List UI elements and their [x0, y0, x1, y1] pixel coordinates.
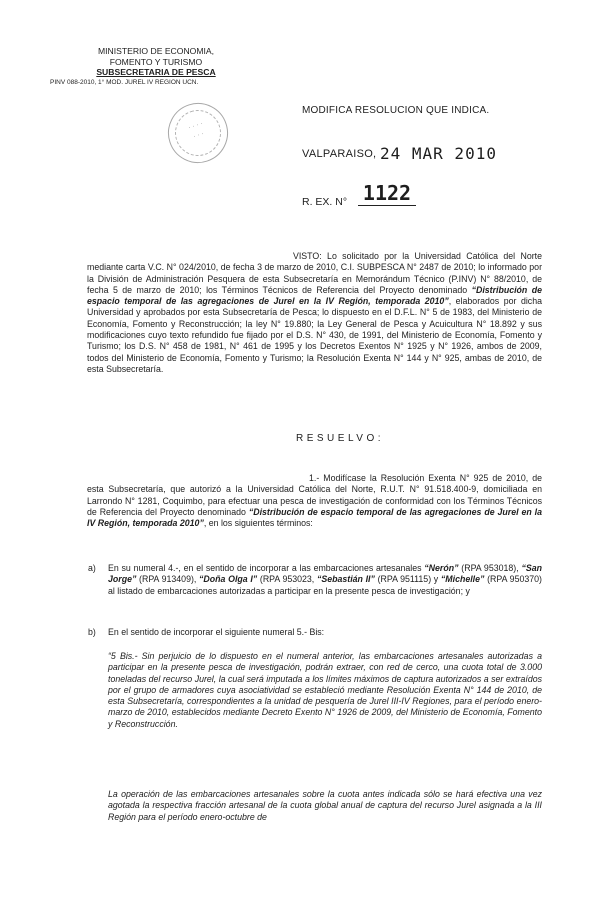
item-a-text-2: (RPA 953018), — [461, 563, 519, 573]
vessel-sebastian: “Sebastián II” — [316, 574, 375, 585]
item-a-paragraph — [88, 563, 542, 597]
vessel-neron: “Nerón” — [424, 563, 459, 573]
visto-project-title: “Distribución de espacio temporal de las agregaciones de Jurel en la IV Región, temporada 2010” — [87, 284, 542, 307]
resolution-number: 1122 — [358, 181, 416, 206]
item-b-label: b) — [88, 627, 96, 637]
visto-text: Lo solicitado por la Universidad Católica del Norte mediante carta V.C. N° 024/2010, de fecha 3 de marzo de 2010, C.I. SUBPESCA N° 2487 de 2010; lo informado por la División de Administración Pesquera de esta Subsecretaría en Memorándum Técnico (P.INV) N° 88/2010, de fecha 5 de marzo de 2010; los Términos Técnicos de Referencia del Proyecto denominado — [87, 251, 542, 295]
vessel-michelle: “Michelle” — [440, 574, 485, 585]
vessel-san-jorge: “San Jorge” — [108, 563, 542, 585]
item-b-paragraph — [88, 627, 542, 638]
point-1-lead: 1.- Modifícase la Resolución Exenta N° 925 de 2010, de esta Subsecretaría, que autorizó a la Universidad Católica del Norte, R.U.T. N° 91.518.400-9, domiciliada en Larrondo N° 1281, Coquimbo, para efectuar una pesca de investigación de conformidad con los Términos Técnicos de Referencia del Proyecto denominado — [87, 473, 542, 517]
ministry-name-2: FOMENTO Y TURISMO — [109, 56, 203, 67]
item-a-text-6: (RPA 950370) al listado de embarcaciones autorizadas a participar en la presente pesca de investigación; y — [108, 574, 542, 596]
item-b-text: En el sentido de incorporar el siguiente numeral 5.- Bis: — [108, 627, 325, 637]
visto-paragraph — [87, 251, 542, 375]
document-date-stamp: 24 MAR 2010 — [380, 144, 497, 163]
item-a-text-1: En su numeral 4.-, en el sentido de incorporar a las embarcaciones artesanales — [108, 563, 422, 573]
visto-lead: VISTO: — [293, 251, 322, 261]
point-1-project-title: “Distribución de espacio temporal de las agregaciones de Jurel en la IV Región, temporada 2010” — [87, 506, 543, 529]
undersecretariat-name: SUBSECRETARIA DE PESCA — [96, 67, 216, 77]
resuelvo-heading: RESUELVO: — [296, 433, 384, 444]
point-1-paragraph — [87, 473, 542, 529]
vessel-dona-olga: “Doña Olga I” — [199, 574, 258, 585]
document-subject: MODIFICA RESOLUCION QUE INDICA. — [302, 105, 490, 116]
ministry-name: MINISTERIO DE ECONOMIA, — [97, 46, 215, 56]
resolution-label: R. EX. N° — [302, 196, 348, 208]
item-a-text-3: (RPA 913409), — [139, 574, 197, 585]
document-place: VALPARAISO, — [302, 148, 377, 160]
item-a-text-5: (RPA 951115) y — [377, 574, 439, 585]
item-a-text-4: (RPA 953023, — [259, 574, 315, 585]
visto-text-2: , elaborados por dicha Universidad y aprobados por esta Subsecretaría de Pesca; lo dispuesto en el D.F.L. N° 5 de 1983, del Ministerio de Economía, Fomento y Reconstrucción; la ley N° 19.880; la Ley General de Pesca y Acuicultura N° 18.892 y sus modificaciones cuyo texto refundido fue fijado por el D.S. N° 430, de 1991, del Ministerio de Economía, Fomento y Turismo; los D.S. N° 458 de 1981, N° 461 de 1995 y los Decretos Exentos N° 1925 y N° 1926, ambos de 2009, todos del Ministerio de Economía, Fomento y Turismo; la Resolución Exenta N° 144 y N° 925, ambas de 2010, de esta Subsecretaría. — [87, 296, 542, 374]
item-a-label: a) — [88, 563, 96, 573]
file-reference: PINV 088-2010, 1° MOD. JUREL IV REGION UCN. — [50, 78, 199, 86]
quoted-numeral-5-bis: “5 Bis.- Sin perjuicio de lo dispuesto en el numeral anterior, las embarcaciones artesanales autorizadas a participar en la presente pesca de investigación, podrán extraer, con red de cerco, una cuota total de 3.000 toneladas del recurso Jurel, la cual será imputada a los límites máximos de captura autorizados a ser extraídos por el grupo de armadores cuya asociatividad se estableció mediante Resolución Exenta N° 144 de 2010, de esta Subsecretaría, correspondientes a la unidad de pesquería de Jurel III-IV Regiones, para el período enero-marzo de 2010, establecidos mediante Decreto Exento N° 1926 de 2009, del Ministerio de Economía, Fomento y Reconstrucción. — [108, 651, 542, 729]
quoted-numeral-5-bis-continued: La operación de las embarcaciones artesanales sobre la cuota antes indicada sólo se hará efectiva una vez agotada la respectiva fracción artesanal de la cuota global anual de captura del recurso Jurel asignada a la III Región para el período enero-octubre de — [108, 789, 542, 822]
office-stamp-icon: · · · · · · · — [160, 95, 236, 171]
point-1-tail: , en los siguientes términos: — [203, 518, 313, 529]
letterhead — [50, 46, 256, 88]
